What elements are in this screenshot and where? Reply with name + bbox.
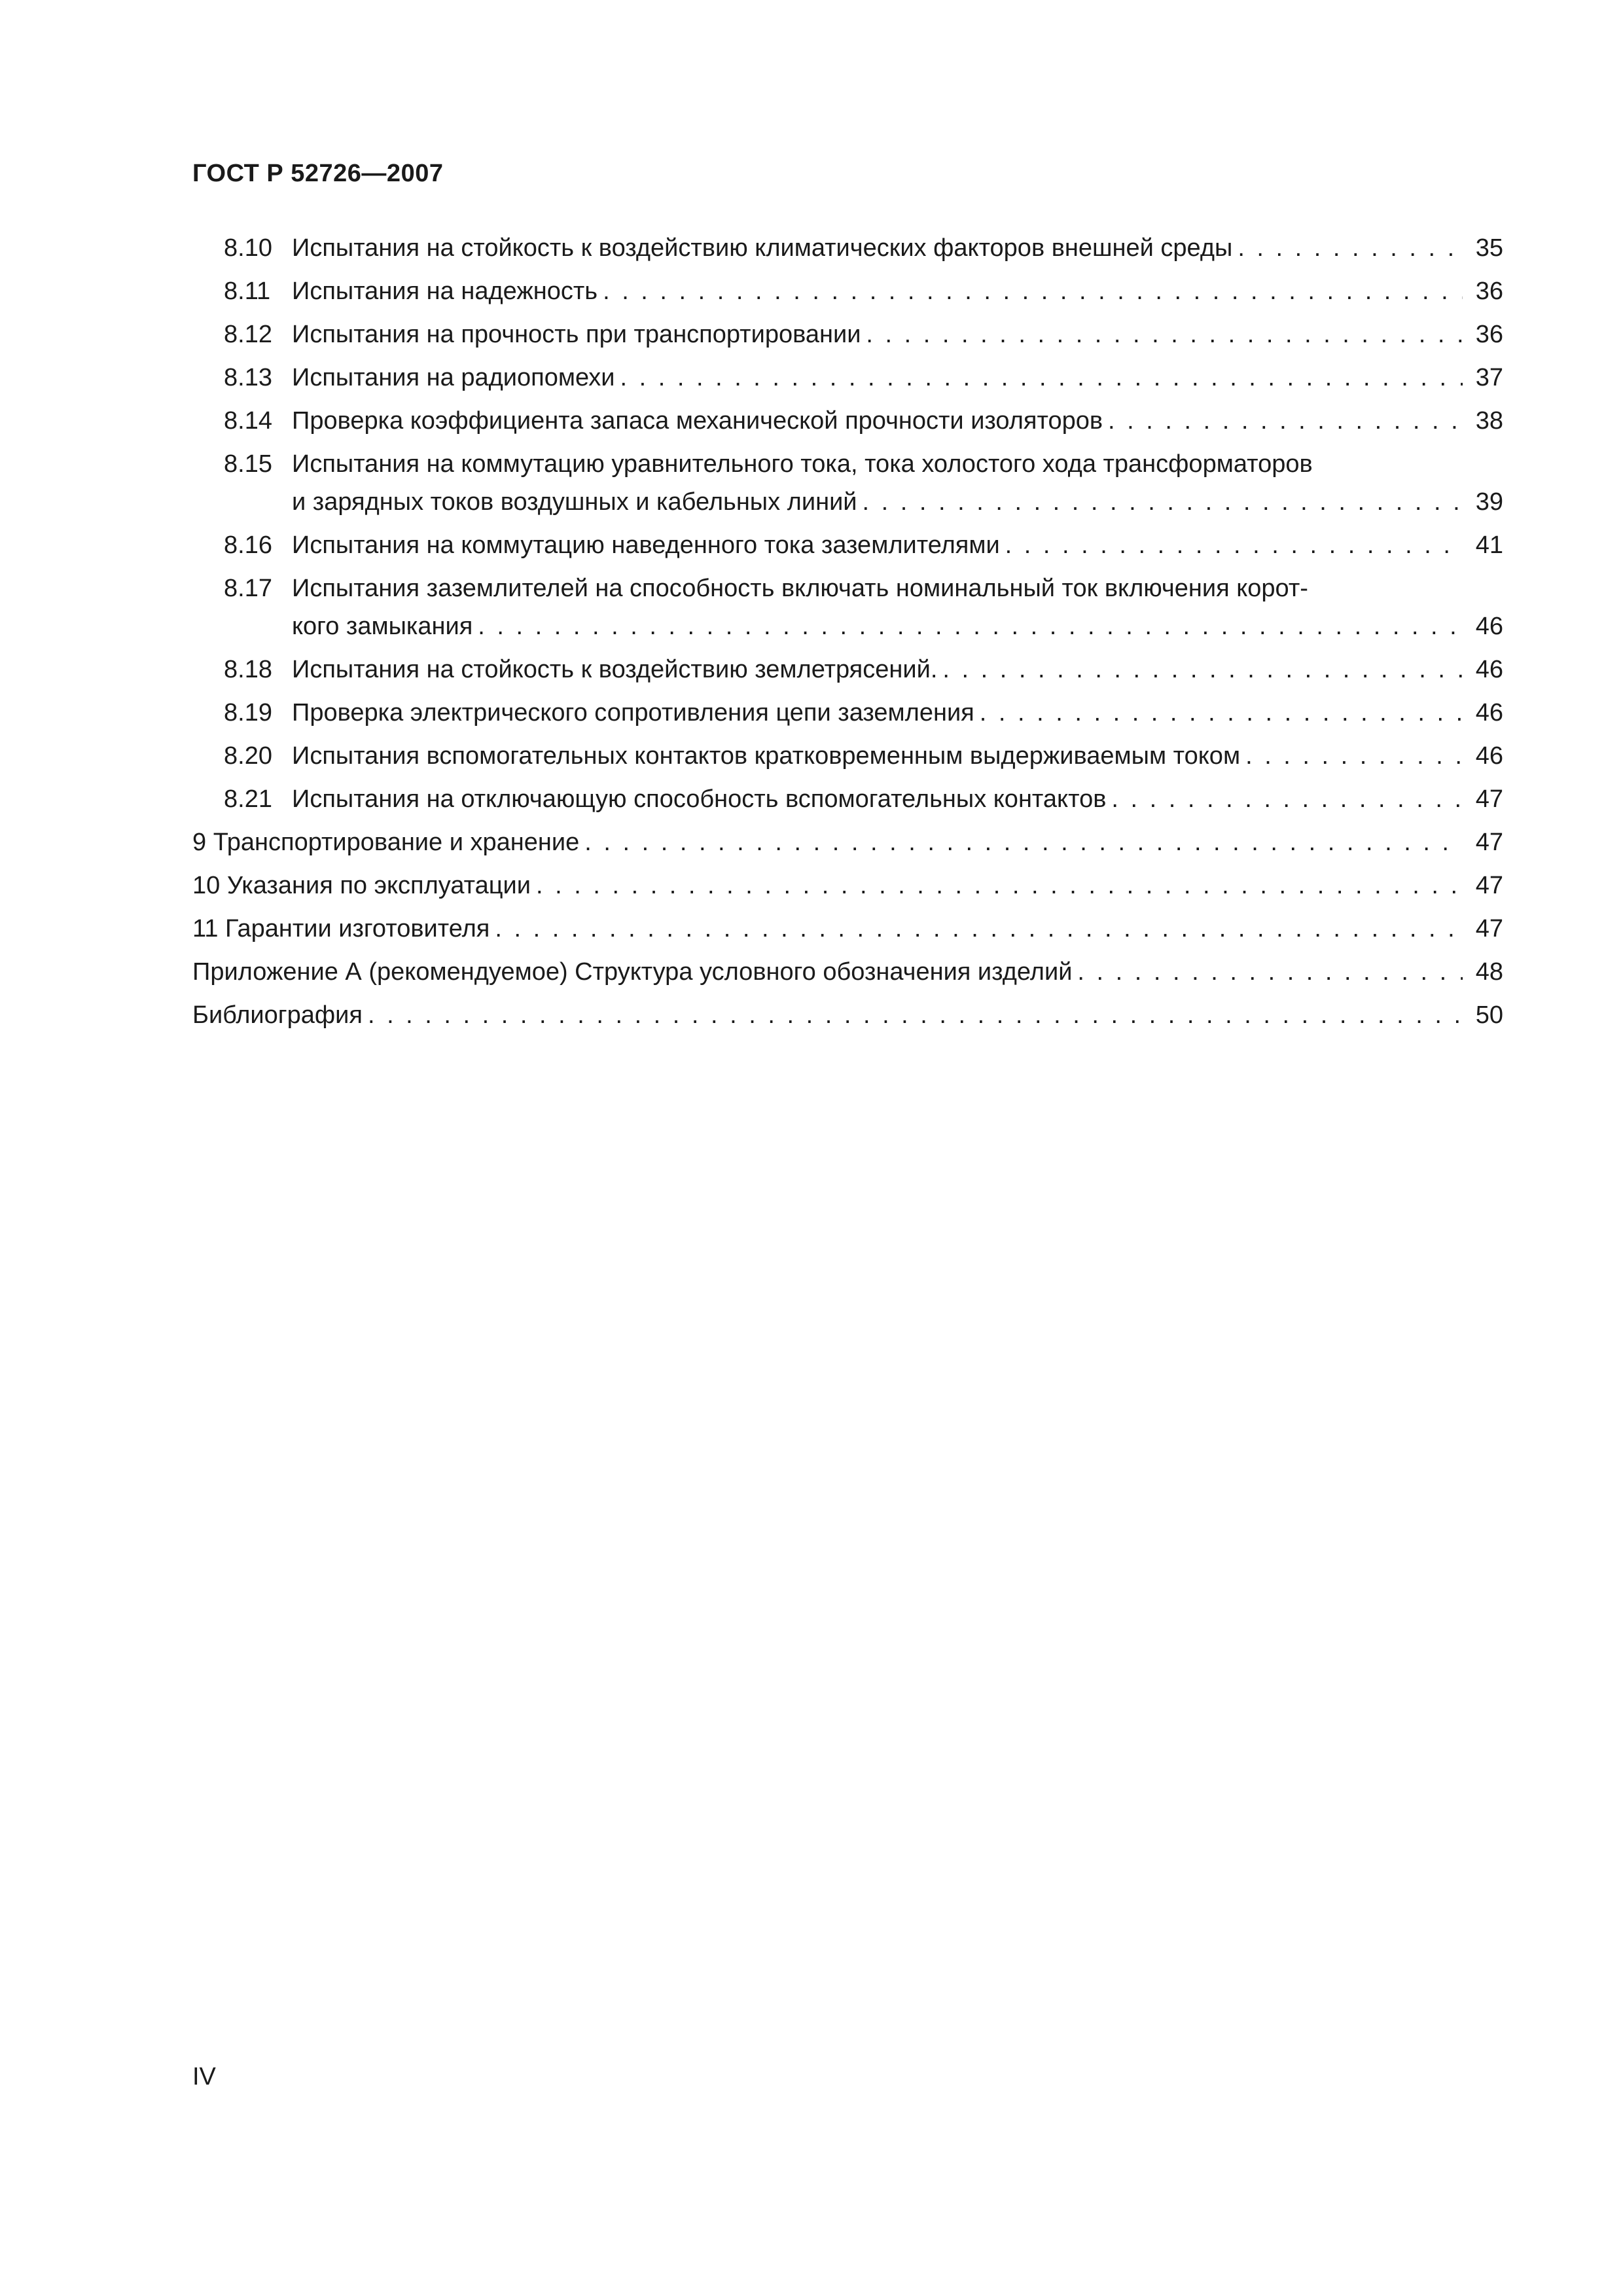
toc-entry-title: Приложение А (рекомендуемое) Структура условного обозначения изделий xyxy=(192,958,1073,986)
dot-leader xyxy=(1245,737,1463,775)
toc-entry-page: 47 xyxy=(1475,785,1503,813)
dot-leader xyxy=(866,315,1463,353)
toc-entry-title: Испытания вспомогательных контактов кратковременным выдерживаемым током xyxy=(292,742,1241,770)
toc-entry-9[interactable] xyxy=(192,823,1503,867)
toc-entry-title-line-1: Испытания на коммутацию уравнительного тока, тока холостого хода трансформаторов xyxy=(292,450,1313,478)
dot-leader xyxy=(584,823,1463,861)
toc-entry-title: Испытания на прочность при транспортировании xyxy=(292,321,861,348)
toc-entry-number: 8.13 xyxy=(224,364,272,391)
dot-leader xyxy=(620,359,1463,397)
dot-leader xyxy=(863,483,1463,521)
toc-entry-number: 8.20 xyxy=(224,742,272,770)
toc-entry-page: 35 xyxy=(1475,234,1503,262)
toc-entry-page: 38 xyxy=(1475,407,1503,435)
dot-leader xyxy=(1111,780,1463,818)
toc-entry-title: Испытания на стойкость к воздействию землетрясений. xyxy=(292,656,938,683)
toc-entry-title: Проверка коэффициента запаса механической прочности изоляторов xyxy=(292,407,1103,435)
page-number: IV xyxy=(192,2063,216,2090)
toc-entry-8-14[interactable] xyxy=(192,402,1503,445)
dot-leader xyxy=(495,910,1463,948)
toc-entry-number: 8.16 xyxy=(224,531,272,559)
toc-entry-number: 8.12 xyxy=(224,321,272,348)
toc-entry-page: 47 xyxy=(1475,872,1503,899)
toc-entry-8-19[interactable] xyxy=(192,694,1503,737)
toc-entry-page: 46 xyxy=(1475,656,1503,683)
toc-entry-11[interactable] xyxy=(192,910,1503,953)
toc-entry-page: 36 xyxy=(1475,278,1503,305)
dot-leader xyxy=(1238,229,1463,267)
toc-entry-number: 8.21 xyxy=(224,785,272,813)
table-of-contents xyxy=(192,229,1503,1039)
toc-entry-bibliography[interactable] xyxy=(192,996,1503,1039)
toc-entry-title-line-2: кого замыкания xyxy=(292,613,473,640)
document-header: ГОСТ Р 52726—2007 xyxy=(192,160,444,187)
toc-entry-10[interactable] xyxy=(192,867,1503,910)
dot-leader xyxy=(603,272,1463,310)
toc-entry-8-16[interactable] xyxy=(192,526,1503,569)
toc-entry-title: Проверка электрического сопротивления цепи заземления xyxy=(292,699,974,726)
toc-entry-appendix-a[interactable] xyxy=(192,953,1503,996)
toc-entry-page: 47 xyxy=(1475,829,1503,856)
toc-entry-title: Испытания на отключающую способность вспомогательных контактов xyxy=(292,785,1107,813)
toc-entry-title-line-1: Испытания заземлителей на способность включать номинальный ток включения корот- xyxy=(292,575,1308,602)
dot-leader xyxy=(942,651,1463,689)
toc-entry-number: 8.19 xyxy=(224,699,272,726)
dot-leader xyxy=(1077,953,1463,991)
toc-entry-title: Испытания на надежность xyxy=(292,278,598,305)
toc-entry-title: 9 Транспортирование и хранение xyxy=(192,829,580,856)
toc-entry-page: 50 xyxy=(1475,1001,1503,1029)
toc-entry-title: Испытания на стойкость к воздействию климатических факторов внешней среды xyxy=(292,234,1233,262)
toc-entry-8-15[interactable] xyxy=(192,445,1503,526)
toc-entry-page: 46 xyxy=(1475,699,1503,726)
toc-entry-8-17[interactable] xyxy=(192,569,1503,651)
toc-entry-page: 48 xyxy=(1475,958,1503,986)
toc-entry-number: 8.18 xyxy=(224,656,272,683)
toc-entry-title: Испытания на коммутацию наведенного тока заземлителями xyxy=(292,531,1000,559)
toc-entry-title: 10 Указания по эксплуатации xyxy=(192,872,531,899)
toc-entry-page: 37 xyxy=(1475,364,1503,391)
toc-entry-8-21[interactable] xyxy=(192,780,1503,823)
toc-entry-page: 41 xyxy=(1475,531,1503,559)
toc-entry-8-12[interactable] xyxy=(192,315,1503,359)
toc-entry-page: 39 xyxy=(1475,488,1503,516)
dot-leader xyxy=(980,694,1463,732)
toc-entry-title: 11 Гарантии изготовителя xyxy=(192,915,490,942)
toc-entry-page: 46 xyxy=(1475,742,1503,770)
toc-entry-number: 8.10 xyxy=(224,234,272,262)
toc-entry-number: 8.15 xyxy=(224,450,272,478)
toc-entry-8-11[interactable] xyxy=(192,272,1503,315)
toc-entry-8-18[interactable] xyxy=(192,651,1503,694)
toc-entry-8-13[interactable] xyxy=(192,359,1503,402)
toc-entry-number: 8.11 xyxy=(224,278,271,305)
toc-entry-title-line-2: и зарядных токов воздушных и кабельных линий xyxy=(292,488,857,516)
dot-leader xyxy=(1108,402,1463,440)
toc-entry-number: 8.17 xyxy=(224,575,272,602)
toc-entry-8-10[interactable] xyxy=(192,229,1503,272)
toc-entry-page: 47 xyxy=(1475,915,1503,942)
dot-leader xyxy=(368,996,1463,1034)
toc-entry-number: 8.14 xyxy=(224,407,272,435)
toc-entry-title: Библиография xyxy=(192,1001,363,1029)
dot-leader xyxy=(1005,526,1463,564)
toc-entry-page: 36 xyxy=(1475,321,1503,348)
toc-entry-title: Испытания на радиопомехи xyxy=(292,364,615,391)
dot-leader xyxy=(478,607,1463,645)
toc-entry-page: 46 xyxy=(1475,613,1503,640)
dot-leader xyxy=(536,867,1463,905)
toc-entry-8-20[interactable] xyxy=(192,737,1503,780)
